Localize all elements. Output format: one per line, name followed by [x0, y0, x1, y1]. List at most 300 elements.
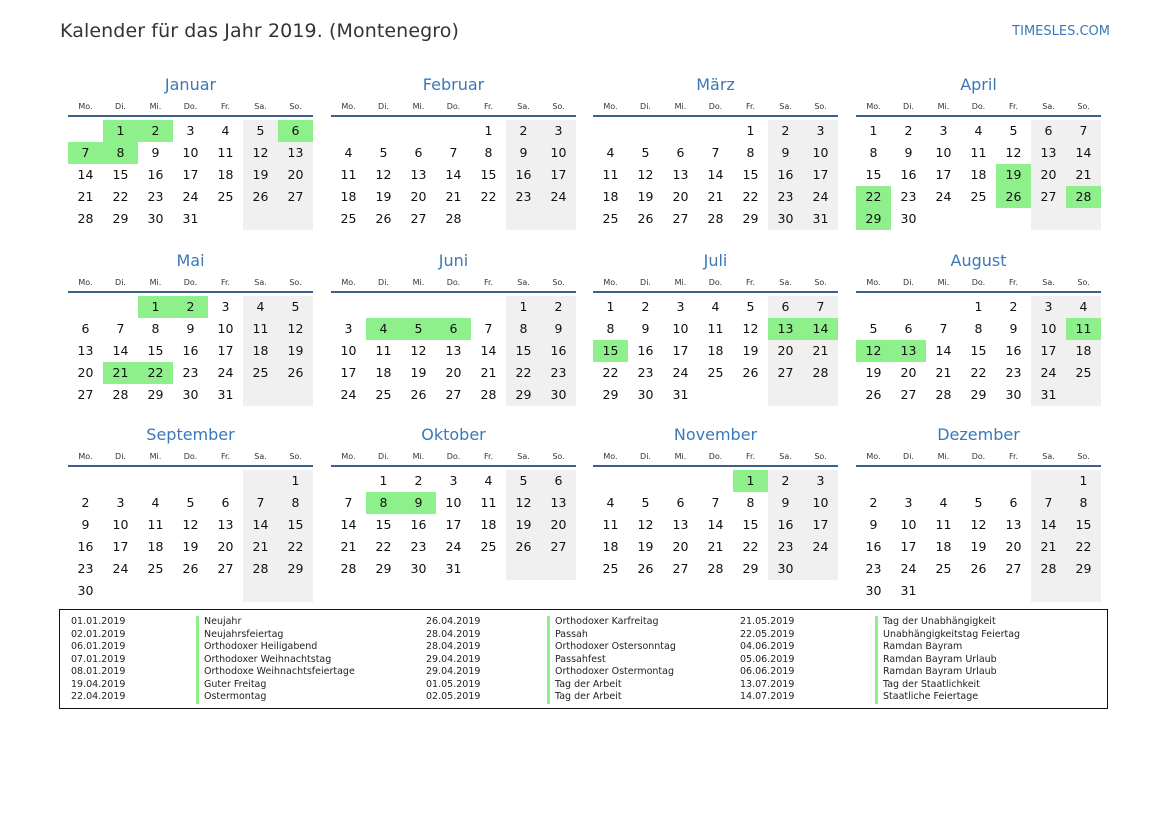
holiday-day-cell[interactable]: 7	[68, 142, 103, 164]
day-cell[interactable]: 13	[672, 167, 689, 182]
day-cell[interactable]: 21	[707, 189, 724, 204]
holiday-day-cell[interactable]: 8	[103, 142, 138, 164]
day-cell[interactable]: 22	[1066, 536, 1101, 558]
day-cell[interactable]: 9	[186, 321, 195, 336]
day-cell[interactable]: 16	[182, 343, 199, 358]
day-cell[interactable]: 30	[768, 208, 803, 230]
day-cell[interactable]: 28	[340, 561, 357, 576]
day-cell[interactable]: 16	[900, 167, 917, 182]
day-cell[interactable]: 30	[768, 558, 803, 580]
day-cell[interactable]: 23	[900, 189, 917, 204]
day-cell[interactable]: 17	[340, 365, 357, 380]
day-cell[interactable]: 4	[243, 296, 278, 318]
day-cell[interactable]: 10	[217, 321, 234, 336]
day-cell[interactable]: 18	[602, 189, 619, 204]
day-cell[interactable]: 3	[449, 473, 458, 488]
day-cell[interactable]: 19	[865, 365, 882, 380]
holiday-day-cell[interactable]: 5	[401, 318, 436, 340]
day-cell[interactable]: 14	[77, 167, 94, 182]
day-cell[interactable]: 8	[484, 145, 493, 160]
day-cell[interactable]: 20	[672, 539, 689, 554]
day-cell[interactable]: 1	[869, 123, 878, 138]
day-cell[interactable]: 3	[541, 120, 576, 142]
day-cell[interactable]: 13	[672, 517, 689, 532]
holiday-day-cell[interactable]: 9	[401, 492, 436, 514]
day-cell[interactable]: 24	[112, 561, 129, 576]
day-cell[interactable]: 14	[112, 343, 129, 358]
holiday-day-cell[interactable]: 26	[996, 186, 1031, 208]
day-cell[interactable]: 26	[278, 362, 313, 384]
day-cell[interactable]: 1	[278, 470, 313, 492]
day-cell[interactable]: 24	[445, 539, 462, 554]
day-cell[interactable]: 10	[935, 145, 952, 160]
day-cell[interactable]: 14	[1031, 514, 1066, 536]
day-cell[interactable]: 22	[602, 365, 619, 380]
day-cell[interactable]: 6	[81, 321, 90, 336]
day-cell[interactable]: 26	[243, 186, 278, 208]
day-cell[interactable]: 20	[278, 164, 313, 186]
day-cell[interactable]: 31	[803, 208, 838, 230]
day-cell[interactable]: 7	[939, 321, 948, 336]
day-cell[interactable]: 4	[606, 495, 615, 510]
day-cell[interactable]: 24	[541, 186, 576, 208]
day-cell[interactable]: 30	[77, 583, 94, 598]
holiday-day-cell[interactable]: 19	[996, 164, 1031, 186]
day-cell[interactable]: 11	[707, 321, 724, 336]
day-cell[interactable]: 27	[541, 536, 576, 558]
day-cell[interactable]: 7	[711, 495, 720, 510]
day-cell[interactable]: 17	[112, 539, 129, 554]
day-cell[interactable]: 27	[1005, 561, 1022, 576]
day-cell[interactable]: 31	[445, 561, 462, 576]
day-cell[interactable]: 21	[707, 539, 724, 554]
holiday-day-cell[interactable]: 2	[138, 120, 173, 142]
day-cell[interactable]: 12	[182, 517, 199, 532]
day-cell[interactable]: 22	[375, 539, 392, 554]
day-cell[interactable]: 28	[707, 561, 724, 576]
day-cell[interactable]: 18	[217, 167, 234, 182]
day-cell[interactable]: 19	[506, 514, 541, 536]
day-cell[interactable]: 26	[742, 365, 759, 380]
day-cell[interactable]: 29	[970, 387, 987, 402]
holiday-day-cell[interactable]: 1	[103, 120, 138, 142]
day-cell[interactable]: 23	[147, 189, 164, 204]
day-cell[interactable]: 29	[602, 387, 619, 402]
day-cell[interactable]: 23	[1005, 365, 1022, 380]
day-cell[interactable]: 30	[182, 387, 199, 402]
holiday-day-cell[interactable]: 1	[138, 296, 173, 318]
day-cell[interactable]: 24	[340, 387, 357, 402]
day-cell[interactable]: 9	[869, 517, 878, 532]
day-cell[interactable]: 26	[970, 561, 987, 576]
day-cell[interactable]: 6	[1031, 120, 1066, 142]
day-cell[interactable]: 26	[506, 536, 541, 558]
day-cell[interactable]: 2	[641, 299, 650, 314]
day-cell[interactable]: 2	[414, 473, 423, 488]
day-cell[interactable]: 14	[707, 517, 724, 532]
day-cell[interactable]: 6	[414, 145, 423, 160]
day-cell[interactable]: 28	[480, 387, 497, 402]
day-cell[interactable]: 26	[637, 211, 654, 226]
day-cell[interactable]: 28	[1031, 558, 1066, 580]
day-cell[interactable]: 26	[410, 387, 427, 402]
day-cell[interactable]: 11	[480, 495, 497, 510]
day-cell[interactable]: 15	[278, 514, 313, 536]
day-cell[interactable]: 27	[768, 362, 803, 384]
day-cell[interactable]: 7	[1031, 492, 1066, 514]
day-cell[interactable]: 30	[541, 384, 576, 406]
holiday-day-cell[interactable]: 13	[768, 318, 803, 340]
day-cell[interactable]: 24	[1031, 362, 1066, 384]
day-cell[interactable]: 21	[243, 536, 278, 558]
day-cell[interactable]: 10	[900, 517, 917, 532]
day-cell[interactable]: 11	[147, 517, 164, 532]
day-cell[interactable]: 13	[541, 492, 576, 514]
day-cell[interactable]: 8	[278, 492, 313, 514]
day-cell[interactable]: 20	[77, 365, 94, 380]
day-cell[interactable]: 31	[672, 387, 689, 402]
day-cell[interactable]: 3	[1031, 296, 1066, 318]
day-cell[interactable]: 21	[935, 365, 952, 380]
day-cell[interactable]: 3	[116, 495, 125, 510]
day-cell[interactable]: 5	[641, 495, 650, 510]
day-cell[interactable]: 8	[1066, 492, 1101, 514]
day-cell[interactable]: 8	[869, 145, 878, 160]
day-cell[interactable]: 31	[217, 387, 234, 402]
day-cell[interactable]: 16	[541, 340, 576, 362]
day-cell[interactable]: 14	[243, 514, 278, 536]
day-cell[interactable]: 9	[768, 142, 803, 164]
day-cell[interactable]: 3	[904, 495, 913, 510]
day-cell[interactable]: 23	[637, 365, 654, 380]
day-cell[interactable]: 16	[77, 539, 94, 554]
day-cell[interactable]: 20	[900, 365, 917, 380]
day-cell[interactable]: 5	[974, 495, 983, 510]
day-cell[interactable]: 1	[1066, 470, 1101, 492]
day-cell[interactable]: 3	[803, 470, 838, 492]
day-cell[interactable]: 3	[676, 299, 685, 314]
day-cell[interactable]: 29	[278, 558, 313, 580]
day-cell[interactable]: 25	[602, 561, 619, 576]
day-cell[interactable]: 22	[742, 189, 759, 204]
day-cell[interactable]: 19	[637, 189, 654, 204]
day-cell[interactable]: 18	[602, 539, 619, 554]
day-cell[interactable]: 30	[410, 561, 427, 576]
day-cell[interactable]: 8	[151, 321, 160, 336]
day-cell[interactable]: 6	[676, 495, 685, 510]
day-cell[interactable]: 23	[865, 561, 882, 576]
day-cell[interactable]: 31	[900, 583, 917, 598]
day-cell[interactable]: 21	[1066, 164, 1101, 186]
day-cell[interactable]: 10	[112, 517, 129, 532]
day-cell[interactable]: 14	[340, 517, 357, 532]
day-cell[interactable]: 15	[970, 343, 987, 358]
day-cell[interactable]: 7	[344, 495, 353, 510]
day-cell[interactable]: 24	[803, 186, 838, 208]
day-cell[interactable]: 5	[506, 470, 541, 492]
day-cell[interactable]: 5	[1009, 123, 1018, 138]
day-cell[interactable]: 10	[445, 495, 462, 510]
day-cell[interactable]: 13	[77, 343, 94, 358]
day-cell[interactable]: 25	[602, 211, 619, 226]
day-cell[interactable]: 29	[742, 561, 759, 576]
day-cell[interactable]: 21	[480, 365, 497, 380]
day-cell[interactable]: 19	[278, 340, 313, 362]
day-cell[interactable]: 20	[1031, 164, 1066, 186]
day-cell[interactable]: 30	[865, 583, 882, 598]
day-cell[interactable]: 4	[939, 495, 948, 510]
day-cell[interactable]: 25	[707, 365, 724, 380]
day-cell[interactable]: 26	[865, 387, 882, 402]
day-cell[interactable]: 12	[970, 517, 987, 532]
day-cell[interactable]: 15	[506, 340, 541, 362]
day-cell[interactable]: 19	[375, 189, 392, 204]
day-cell[interactable]: 22	[506, 362, 541, 384]
day-cell[interactable]: 9	[1009, 321, 1018, 336]
day-cell[interactable]: 29	[506, 384, 541, 406]
holiday-day-cell[interactable]: 29	[856, 208, 891, 230]
day-cell[interactable]: 11	[340, 167, 357, 182]
day-cell[interactable]: 9	[506, 142, 541, 164]
day-cell[interactable]: 16	[768, 164, 803, 186]
day-cell[interactable]: 11	[970, 145, 987, 160]
day-cell[interactable]: 10	[803, 142, 838, 164]
day-cell[interactable]: 8	[746, 495, 755, 510]
day-cell[interactable]: 12	[637, 517, 654, 532]
day-cell[interactable]: 28	[707, 211, 724, 226]
day-cell[interactable]: 8	[506, 318, 541, 340]
day-cell[interactable]: 2	[81, 495, 90, 510]
day-cell[interactable]: 14	[480, 343, 497, 358]
day-cell[interactable]: 25	[340, 211, 357, 226]
day-cell[interactable]: 7	[243, 492, 278, 514]
day-cell[interactable]: 4	[221, 123, 230, 138]
day-cell[interactable]: 13	[1005, 517, 1022, 532]
day-cell[interactable]: 1	[379, 473, 388, 488]
day-cell[interactable]: 15	[742, 167, 759, 182]
day-cell[interactable]: 18	[147, 539, 164, 554]
day-cell[interactable]: 10	[672, 321, 689, 336]
day-cell[interactable]: 17	[672, 343, 689, 358]
holiday-day-cell[interactable]: 14	[803, 318, 838, 340]
day-cell[interactable]: 21	[1031, 536, 1066, 558]
holiday-day-cell[interactable]: 22	[856, 186, 891, 208]
day-cell[interactable]: 22	[278, 536, 313, 558]
day-cell[interactable]: 29	[147, 387, 164, 402]
day-cell[interactable]: 20	[1005, 539, 1022, 554]
day-cell[interactable]: 5	[641, 145, 650, 160]
day-cell[interactable]: 25	[217, 189, 234, 204]
day-cell[interactable]: 10	[803, 492, 838, 514]
day-cell[interactable]: 23	[768, 536, 803, 558]
day-cell[interactable]: 10	[182, 145, 199, 160]
day-cell[interactable]: 24	[672, 365, 689, 380]
day-cell[interactable]: 17	[445, 517, 462, 532]
day-cell[interactable]: 20	[672, 189, 689, 204]
day-cell[interactable]: 6	[676, 145, 685, 160]
day-cell[interactable]: 31	[182, 211, 199, 226]
day-cell[interactable]: 19	[970, 539, 987, 554]
day-cell[interactable]: 4	[711, 299, 720, 314]
day-cell[interactable]: 11	[217, 145, 234, 160]
day-cell[interactable]: 8	[974, 321, 983, 336]
day-cell[interactable]: 20	[445, 365, 462, 380]
day-cell[interactable]: 21	[77, 189, 94, 204]
day-cell[interactable]: 13	[410, 167, 427, 182]
day-cell[interactable]: 19	[637, 539, 654, 554]
day-cell[interactable]: 23	[506, 186, 541, 208]
day-cell[interactable]: 3	[344, 321, 353, 336]
day-cell[interactable]: 5	[186, 495, 195, 510]
day-cell[interactable]: 23	[182, 365, 199, 380]
day-cell[interactable]: 11	[375, 343, 392, 358]
day-cell[interactable]: 20	[768, 340, 803, 362]
day-cell[interactable]: 12	[637, 167, 654, 182]
day-cell[interactable]: 7	[449, 145, 458, 160]
day-cell[interactable]: 30	[637, 387, 654, 402]
day-cell[interactable]: 28	[112, 387, 129, 402]
day-cell[interactable]: 11	[602, 167, 619, 182]
day-cell[interactable]: 1	[506, 296, 541, 318]
day-cell[interactable]: 29	[1066, 558, 1101, 580]
day-cell[interactable]: 13	[278, 142, 313, 164]
day-cell[interactable]: 27	[217, 561, 234, 576]
day-cell[interactable]: 27	[1031, 186, 1066, 208]
day-cell[interactable]: 10	[340, 343, 357, 358]
day-cell[interactable]: 12	[278, 318, 313, 340]
day-cell[interactable]: 17	[803, 514, 838, 536]
day-cell[interactable]: 9	[768, 492, 803, 514]
day-cell[interactable]: 17	[935, 167, 952, 182]
day-cell[interactable]: 26	[637, 561, 654, 576]
day-cell[interactable]: 4	[974, 123, 983, 138]
holiday-day-cell[interactable]: 11	[1066, 318, 1101, 340]
day-cell[interactable]: 5	[869, 321, 878, 336]
day-cell[interactable]: 4	[484, 473, 493, 488]
day-cell[interactable]: 16	[410, 517, 427, 532]
day-cell[interactable]: 3	[803, 120, 838, 142]
day-cell[interactable]: 8	[746, 145, 755, 160]
day-cell[interactable]: 2	[768, 120, 803, 142]
day-cell[interactable]: 24	[803, 536, 838, 558]
day-cell[interactable]: 17	[182, 167, 199, 182]
day-cell[interactable]: 2	[1009, 299, 1018, 314]
day-cell[interactable]: 20	[410, 189, 427, 204]
day-cell[interactable]: 29	[112, 211, 129, 226]
holiday-day-cell[interactable]: 13	[891, 340, 926, 362]
day-cell[interactable]: 28	[77, 211, 94, 226]
day-cell[interactable]: 5	[379, 145, 388, 160]
day-cell[interactable]: 24	[182, 189, 199, 204]
day-cell[interactable]: 6	[541, 470, 576, 492]
day-cell[interactable]: 22	[112, 189, 129, 204]
day-cell[interactable]: 22	[480, 189, 497, 204]
day-cell[interactable]: 27	[278, 186, 313, 208]
day-cell[interactable]: 21	[445, 189, 462, 204]
day-cell[interactable]: 23	[768, 186, 803, 208]
day-cell[interactable]: 14	[1066, 142, 1101, 164]
day-cell[interactable]: 18	[480, 517, 497, 532]
day-cell[interactable]: 22	[970, 365, 987, 380]
day-cell[interactable]: 29	[375, 561, 392, 576]
day-cell[interactable]: 27	[672, 211, 689, 226]
day-cell[interactable]: 4	[1066, 296, 1101, 318]
day-cell[interactable]: 12	[506, 492, 541, 514]
day-cell[interactable]: 6	[904, 321, 913, 336]
holiday-day-cell[interactable]: 1	[733, 470, 768, 492]
holiday-day-cell[interactable]: 6	[436, 318, 471, 340]
day-cell[interactable]: 2	[904, 123, 913, 138]
day-cell[interactable]: 28	[445, 211, 462, 226]
day-cell[interactable]: 26	[375, 211, 392, 226]
day-cell[interactable]: 26	[182, 561, 199, 576]
day-cell[interactable]: 7	[803, 296, 838, 318]
day-cell[interactable]: 27	[672, 561, 689, 576]
day-cell[interactable]: 15	[865, 167, 882, 182]
day-cell[interactable]: 18	[375, 365, 392, 380]
day-cell[interactable]: 28	[243, 558, 278, 580]
day-cell[interactable]: 15	[375, 517, 392, 532]
day-cell[interactable]: 1	[484, 123, 493, 138]
day-cell[interactable]: 5	[278, 296, 313, 318]
day-cell[interactable]: 1	[974, 299, 983, 314]
day-cell[interactable]: 15	[480, 167, 497, 182]
day-cell[interactable]: 15	[112, 167, 129, 182]
day-cell[interactable]: 11	[243, 318, 278, 340]
day-cell[interactable]: 14	[935, 343, 952, 358]
holiday-day-cell[interactable]: 21	[103, 362, 138, 384]
day-cell[interactable]: 13	[1031, 142, 1066, 164]
day-cell[interactable]: 19	[410, 365, 427, 380]
day-cell[interactable]: 7	[116, 321, 125, 336]
day-cell[interactable]: 9	[541, 318, 576, 340]
day-cell[interactable]: 20	[217, 539, 234, 554]
day-cell[interactable]: 19	[742, 343, 759, 358]
holiday-day-cell[interactable]: 22	[138, 362, 173, 384]
day-cell[interactable]: 17	[217, 343, 234, 358]
day-cell[interactable]: 21	[803, 340, 838, 362]
day-cell[interactable]: 10	[541, 142, 576, 164]
day-cell[interactable]: 14	[445, 167, 462, 182]
holiday-day-cell[interactable]: 2	[173, 296, 208, 318]
day-cell[interactable]: 9	[151, 145, 160, 160]
day-cell[interactable]: 9	[641, 321, 650, 336]
day-cell[interactable]: 27	[900, 387, 917, 402]
day-cell[interactable]: 1	[746, 123, 755, 138]
day-cell[interactable]: 4	[151, 495, 160, 510]
day-cell[interactable]: 27	[410, 211, 427, 226]
day-cell[interactable]: 3	[939, 123, 948, 138]
day-cell[interactable]: 7	[484, 321, 493, 336]
day-cell[interactable]: 24	[217, 365, 234, 380]
day-cell[interactable]: 16	[637, 343, 654, 358]
day-cell[interactable]: 16	[865, 539, 882, 554]
day-cell[interactable]: 22	[742, 539, 759, 554]
day-cell[interactable]: 30	[147, 211, 164, 226]
day-cell[interactable]: 29	[742, 211, 759, 226]
holiday-day-cell[interactable]: 15	[593, 340, 628, 362]
day-cell[interactable]: 8	[606, 321, 615, 336]
day-cell[interactable]: 31	[1031, 384, 1066, 406]
day-cell[interactable]: 18	[340, 189, 357, 204]
day-cell[interactable]: 25	[1066, 362, 1101, 384]
day-cell[interactable]: 17	[900, 539, 917, 554]
day-cell[interactable]: 24	[935, 189, 952, 204]
day-cell[interactable]: 18	[1066, 340, 1101, 362]
day-cell[interactable]: 25	[147, 561, 164, 576]
day-cell[interactable]: 27	[445, 387, 462, 402]
day-cell[interactable]: 2	[768, 470, 803, 492]
